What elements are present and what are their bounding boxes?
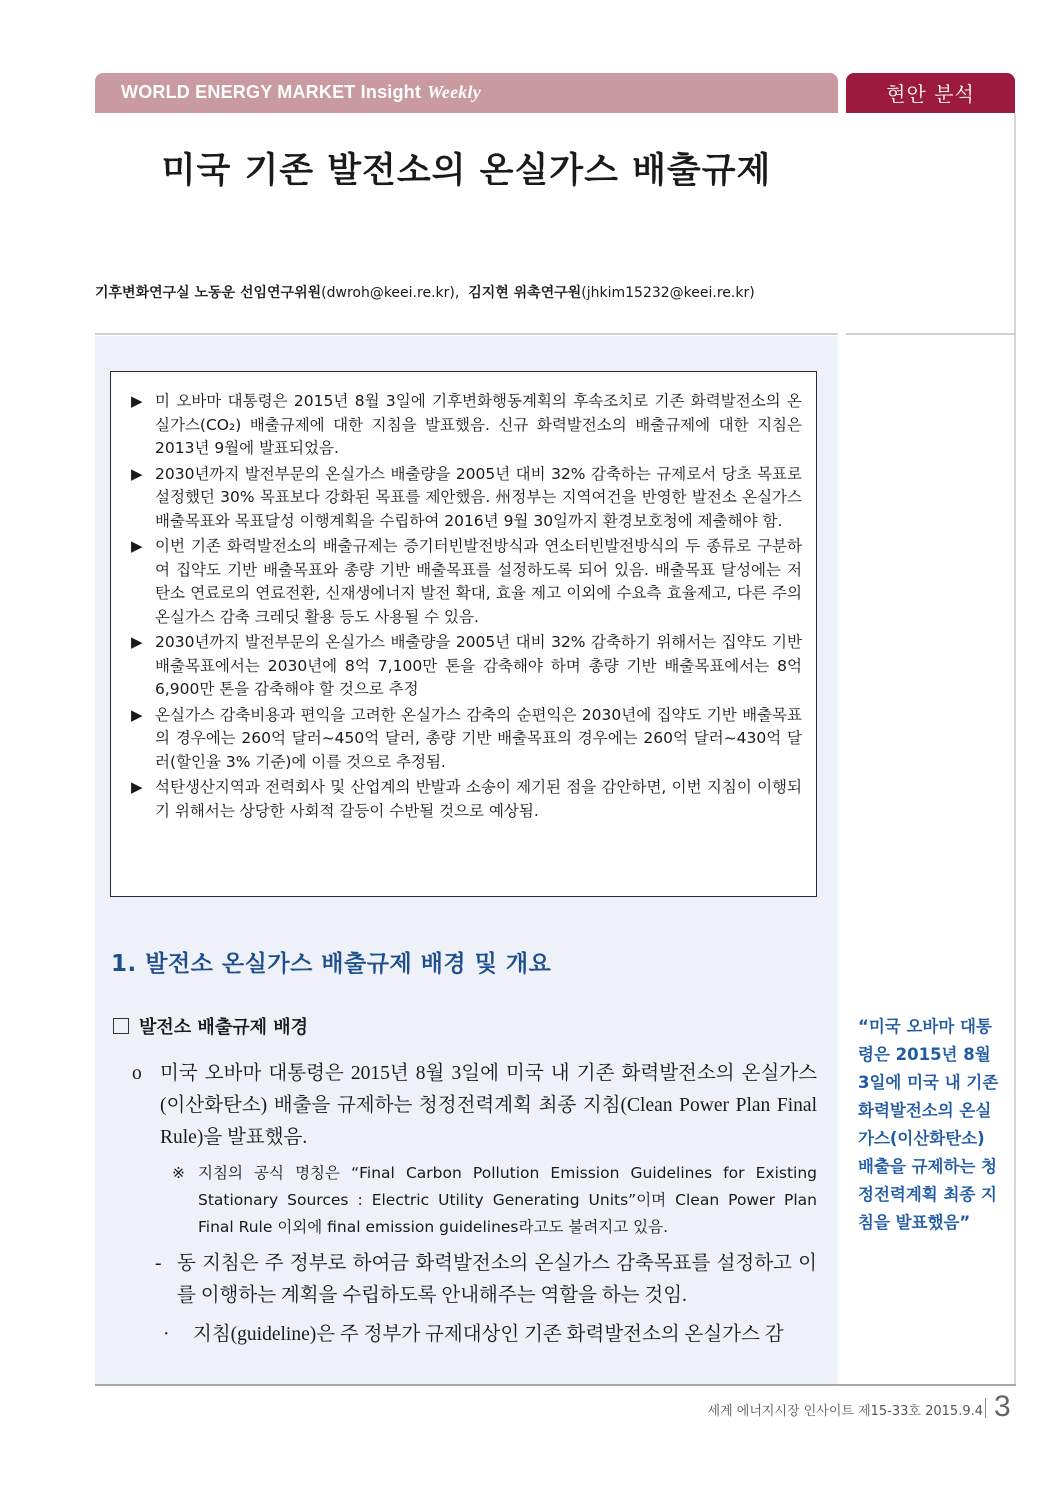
note-paragraph: ※ 지침의 공식 명칭은 “Final Carbon Pollution Emission Guidelines for Existing Stationary Sources : Electric Utility Generating Units”이며 Clean Power Plan Final Rule 이외에 final emission guidelines라고도 불려지고 있음.	[172, 1160, 817, 1241]
footer-separator	[985, 1398, 986, 1418]
author2-name: 김지현 위촉연구원	[468, 285, 582, 301]
circle-bullet-icon: o	[132, 1063, 142, 1084]
section-heading: 1. 발전소 온실가스 배출규제 배경 및 개요	[111, 951, 552, 977]
summary-box	[110, 371, 817, 897]
author1-email: (dwroh@keei.re.kr),	[321, 285, 460, 301]
summary-item: ▶ 2030년까지 발전부문의 온실가스 배출량을 2005년 대비 32% 감축하는 규제로서 당초 목표로 설정했던 30% 목표보다 강화된 목표를 제안했음. 州정부는 지역여건을 반영한 발전소 온실가스 배출목표와 목표달성 이행계획을 수립하여 2016년 9월 30일까지 환경보호청에 제출해야 함.	[131, 464, 802, 530]
page-number: 3	[994, 1390, 1011, 1423]
summary-item: ▶ 2030년까지 발전부문의 온실가스 배출량을 2005년 대비 32% 감축하기 위해서는 집약도 기반 배출목표에서는 2030년에 8억 7,100만 톤을 감축해야 하며 총량 기반 배출목표에서는 8억 6,900만 톤을 감축해야 할 것으로 추정	[131, 633, 802, 698]
summary-item: ▶ 석탄생산지역과 전력회사 및 산업계의 반발과 소송이 제기된 점을 감안하면, 이번 지침이 이행되기 위해서는 상당한 사회적 갈등이 수반될 것으로 예상됨.	[131, 778, 802, 820]
body-paragraph: o 미국 오바마 대통령은 2015년 8월 3일에 미국 내 기존 화력발전소의 온실가스(이산화탄소) 배출을 규제하는 청정전력계획 최종 지침(Clean Power Plan Final Rule)을 발표했음.	[130, 1058, 817, 1154]
summary-item: ▶ 이번 기존 화력발전소의 배출규제는 증기터빈발전방식과 연소터빈발전방식의 두 종류로 구분하여 집약도 기반 배출목표와 총량 기반 배출목표를 설정하도록 되어 있음. 배출목표 달성에는 저탄소 연료로의 연료전환, 신재생에너지 발전 확대, 효율 제고 이외에 수요측 효율제고, 다른 주의 온실가스 감축 크레딧 활용 등도 사용될 수 있음.	[131, 537, 802, 626]
article-title: 미국 기존 발전소의 온실가스 배출규제	[161, 151, 772, 191]
publication-title	[121, 82, 481, 103]
author1-name: 기후변화연구실 노동운 선임연구위원	[95, 285, 322, 301]
divider-bottom	[95, 1384, 1016, 1386]
pull-quote: “미국 오바마 대통령은 2015년 8월 3일에 미국 내 기존 화력발전소의 온실가스(이산화탄소) 배출을 규제하는 청정전력계획 최종 지침을 발표했음”	[858, 1017, 999, 1232]
summary-list	[111, 372, 816, 823]
divider-top-right	[846, 333, 1016, 335]
publication-name: WORLD ENERGY MARKET Insight	[121, 82, 422, 102]
reference-mark-icon: ※	[172, 1164, 185, 1182]
summary-item: ▶ 온실가스 감축비용과 편익을 고려한 온실가스 감축의 순편익은 2030년에 집약도 기반 배출목표의 경우에는 260억 달러~450억 달러, 총량 기반 배출목표의 경우에는 260억 달러~430억 달러(할인율 3% 기준)에 이를 것으로 추정됨.	[131, 705, 802, 771]
author2-email: (jhkim15232@keei.re.kr)	[581, 285, 755, 301]
bullet-triangle-icon: ▶	[131, 633, 143, 651]
dot-bullet-icon: ·	[163, 1324, 170, 1345]
footer-text: 세계 에너지시장 인사이트 제15-33호 2015.9.4	[707, 1404, 983, 1419]
bullet-triangle-icon: ▶	[131, 537, 143, 555]
section-tag: 현안 분석	[846, 73, 1015, 113]
summary-item: ▶ 미 오바마 대통령은 2015년 8월 3일에 기후변화행동계획의 후속조치로 기존 화력발전소의 온실가스(CO₂) 배출규제에 대한 지침을 발표했음. 신규 화력발전소의 배출규제에 대한 지침은 2013년 9월에 발표되었음.	[131, 392, 802, 457]
right-divider	[1014, 113, 1016, 1385]
bullet-triangle-icon: ▶	[131, 464, 143, 483]
divider-top-left	[95, 333, 838, 335]
author-line	[95, 282, 755, 302]
bullet-triangle-icon: ▶	[131, 778, 143, 796]
bullet-triangle-icon: ▶	[131, 392, 143, 410]
publication-header-bar	[95, 73, 838, 113]
sub-heading: 발전소 배출규제 배경	[113, 1013, 308, 1039]
checkbox-icon	[113, 1018, 129, 1034]
dash-bullet-icon: -	[155, 1253, 162, 1274]
bullet-triangle-icon: ▶	[131, 705, 143, 724]
dot-paragraph: · 지침(guideline)은 주 정부가 규제대상인 기존 화력발전소의 온실가스 감	[163, 1319, 817, 1351]
dash-paragraph: - 동 지침은 주 정부로 하여금 화력발전소의 온실가스 감축목표를 설정하고 이를 이행하는 계획을 수립하도록 안내해주는 역할을 하는 것임.	[155, 1248, 817, 1312]
publication-weekly: Weekly	[427, 82, 481, 102]
